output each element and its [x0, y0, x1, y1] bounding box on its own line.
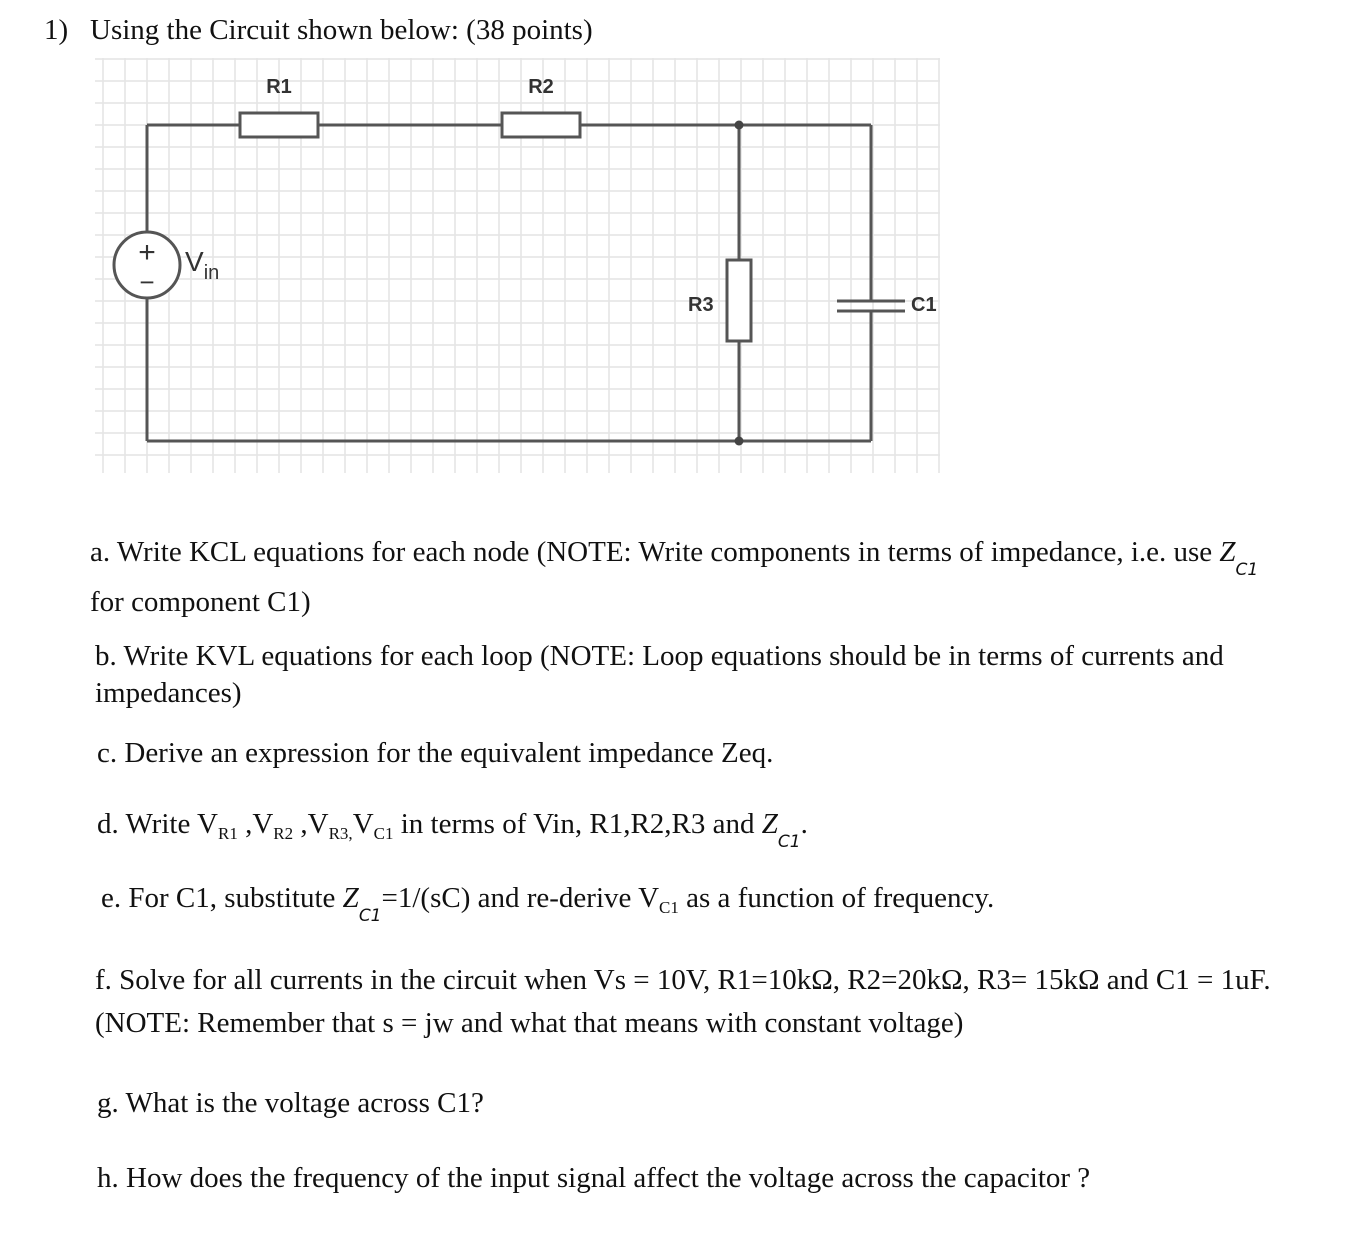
- question-c: c. Derive an expression for the equivalent impedance Zeq.: [97, 737, 774, 769]
- question-d-mid2: ,V: [293, 808, 329, 840]
- question-d-end: .: [800, 808, 808, 840]
- question-e-v-sub: C1: [659, 898, 679, 917]
- question-d-text2: in terms of Vin, R1,R2,R3 and: [393, 808, 762, 840]
- circuit-diagram: [90, 58, 950, 478]
- label-c1: C1: [911, 294, 937, 316]
- question-e-prefix: e. For C1, substitute: [101, 882, 343, 914]
- question-a-z-sub: C1: [1235, 560, 1259, 580]
- question-h: h. How does the frequency of the input signal affect the voltage across the capacitor ?: [97, 1162, 1091, 1194]
- question-d-sub-r2: R2: [273, 824, 294, 843]
- question-a-line2: for component C1): [90, 586, 311, 618]
- question-d-mid1: ,V: [237, 808, 274, 840]
- resistor-r2: [502, 113, 580, 137]
- question-e-mid: =1/(sC) and re-derive V: [381, 882, 660, 914]
- question-d-sub-r3: R3,: [328, 824, 353, 843]
- problem-title: Using the Circuit shown below: (38 points): [90, 14, 593, 46]
- question-a-text: a. Write KCL equations for each node (NOTE: Write components in terms of impedance, i.e. use: [90, 536, 1220, 568]
- question-d-z: Z: [761, 808, 778, 840]
- question-d-z-sub: C1: [777, 832, 801, 852]
- question-d: [97, 806, 808, 852]
- label-r1: R1: [266, 76, 292, 98]
- resistor-r1: [240, 113, 318, 137]
- label-r2: R2: [528, 76, 554, 98]
- label-vin-sub: in: [203, 262, 220, 284]
- node-bottom-junction: [735, 437, 744, 446]
- node-top-junction: [735, 121, 744, 130]
- question-e-z-sub: C1: [358, 906, 382, 926]
- problem-number: 1): [44, 14, 69, 46]
- question-b-line2: impedances): [95, 677, 242, 709]
- question-d-prefix: d. Write V: [97, 808, 218, 840]
- question-d-mid3: V: [352, 808, 374, 840]
- question-a: [90, 534, 1259, 580]
- source-plus-sign: +: [138, 236, 156, 269]
- question-f-line1: f. Solve for all currents in the circuit when Vs = 10V, R1=10kΩ, R2=20kΩ, R3= 15kΩ and C1 = 1uF.: [95, 964, 1271, 996]
- question-e: [101, 880, 995, 926]
- source-minus-sign: −: [139, 267, 155, 297]
- question-g: g. What is the voltage across C1?: [97, 1087, 484, 1119]
- question-d-sub-r1: R1: [218, 824, 238, 843]
- question-d-sub-c1: C1: [373, 824, 394, 843]
- question-b-line1: b. Write KVL equations for each loop (NOTE: Loop equations should be in terms of currents and: [95, 640, 1224, 672]
- problem-heading: [44, 14, 593, 47]
- question-f-line2: (NOTE: Remember that s = jw and what that means with constant voltage): [95, 1007, 964, 1039]
- question-a-z: Z: [1219, 536, 1236, 568]
- question-e-end: as a function of frequency.: [678, 882, 995, 914]
- label-r3: R3: [688, 294, 714, 316]
- label-vin-main: V: [185, 246, 204, 277]
- question-e-z: Z: [342, 882, 359, 914]
- resistor-r3: [727, 260, 751, 341]
